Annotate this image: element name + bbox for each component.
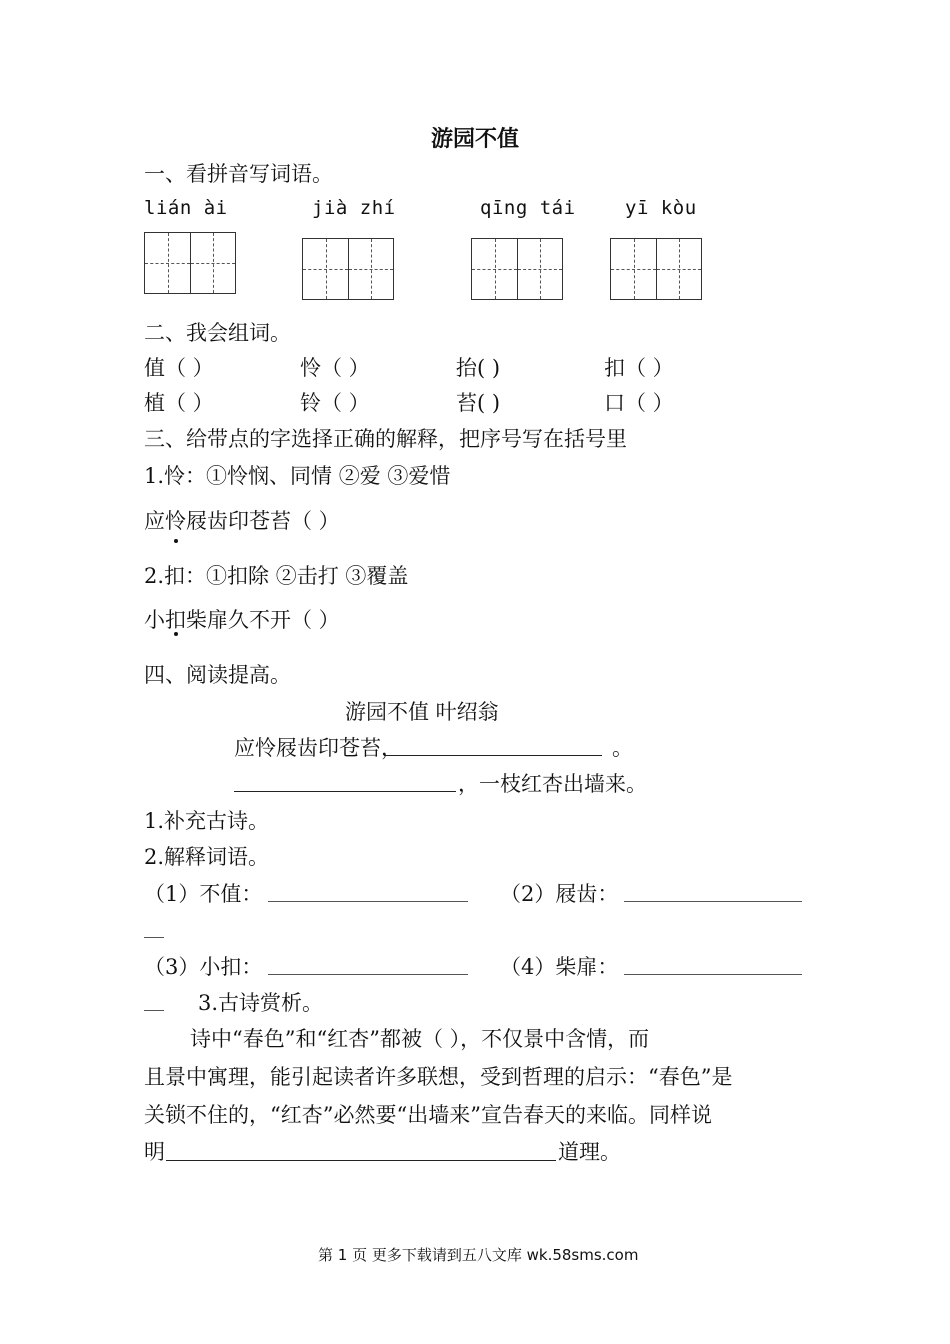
term-4-label: （4）柴扉： bbox=[500, 955, 619, 979]
section2-heading: 二、我会组词。 bbox=[144, 321, 291, 345]
poem-line1-end: 。 bbox=[612, 736, 633, 760]
page-title: 游园不值 bbox=[431, 127, 520, 152]
pinyin-3: qīng tái bbox=[480, 197, 576, 219]
word-group-4: 扣（ ） bbox=[604, 356, 674, 380]
word-group-6: 铃（ ） bbox=[300, 391, 370, 415]
emphasis-dot bbox=[174, 632, 178, 636]
emphasis-dot bbox=[174, 539, 178, 543]
term-4-blank[interactable] bbox=[624, 974, 802, 975]
poem-line1: 应怜屐齿印苍苔， bbox=[234, 736, 402, 760]
paragraph-line-4-start: 明 bbox=[144, 1140, 165, 1164]
section4-heading: 四、阅读提高。 bbox=[144, 663, 291, 687]
term-2-label: （2）屐齿： bbox=[500, 882, 619, 906]
word-group-7: 苔( ) bbox=[456, 391, 501, 415]
word-group-5: 植（ ） bbox=[144, 391, 214, 415]
writing-grid-1[interactable] bbox=[144, 232, 236, 294]
answer-blank-reason[interactable] bbox=[166, 1160, 556, 1161]
word-group-2: 怜（ ） bbox=[300, 356, 370, 380]
word-group-3: 抬( ) bbox=[456, 356, 501, 380]
pinyin-4: yī kòu bbox=[625, 197, 697, 219]
writing-grid-3[interactable] bbox=[471, 238, 563, 300]
section3-q1: 1.怜：①怜悯、同情 ②爱 ③爱惜 bbox=[144, 464, 451, 488]
writing-grid-4[interactable] bbox=[610, 238, 702, 300]
term-1-blank[interactable] bbox=[268, 901, 468, 902]
term-3-label: （3）小扣： bbox=[144, 955, 263, 979]
answer-blank-poem-2[interactable] bbox=[234, 791, 456, 792]
paragraph-line-2: 且景中寓理，能引起读者许多联想，受到哲理的启示：“春色”是 bbox=[144, 1065, 733, 1089]
word-group-8: 口（ ） bbox=[604, 391, 674, 415]
paragraph-line-1: 诗中“春色”和“红杏”都被（ ），不仅景中含情，而 bbox=[190, 1027, 650, 1051]
term-1-label: （1）不值： bbox=[144, 882, 263, 906]
writing-grid-2[interactable] bbox=[302, 238, 394, 300]
term-3-blank[interactable] bbox=[268, 974, 468, 975]
poem-title: 游园不值 叶绍翁 bbox=[345, 700, 499, 724]
pinyin-1: lián ài bbox=[144, 197, 228, 219]
section3-q2: 2.扣：①扣除 ②击打 ③覆盖 bbox=[144, 564, 409, 588]
word-group-1: 值（ ） bbox=[144, 356, 214, 380]
section1-heading: 一、看拼音写词语。 bbox=[144, 162, 333, 186]
paragraph-line-3: 关锁不住的，“红杏”必然要“出墙来”宣告春天的来临。同样说 bbox=[144, 1103, 712, 1127]
section4-q1: 1.补充古诗。 bbox=[144, 809, 270, 833]
page-footer: 第 1 页 更多下载请到五八文库 wk.58sms.com bbox=[318, 1246, 639, 1264]
section4-q2: 2.解释词语。 bbox=[144, 845, 270, 869]
poem-line2: ，一枝红杏出墙来。 bbox=[458, 772, 647, 796]
pinyin-2: jià zhí bbox=[312, 197, 396, 219]
term-2-blank[interactable] bbox=[624, 901, 802, 902]
answer-blank-poem-1[interactable] bbox=[384, 755, 602, 756]
paragraph-line-4-end: 道理。 bbox=[558, 1140, 621, 1164]
term-4-blank-cont[interactable] bbox=[144, 1010, 164, 1011]
section3-heading: 三、给带点的字选择正确的解释，把序号写在括号里 bbox=[144, 427, 627, 451]
section4-q3: 3.古诗赏析。 bbox=[198, 991, 324, 1015]
section3-q2-sentence: 小扣柴扉久不开（ ） bbox=[144, 608, 340, 632]
section3-q1-sentence: 应怜屐齿印苍苔（ ） bbox=[144, 509, 340, 533]
term-2-blank-cont[interactable] bbox=[144, 937, 164, 938]
